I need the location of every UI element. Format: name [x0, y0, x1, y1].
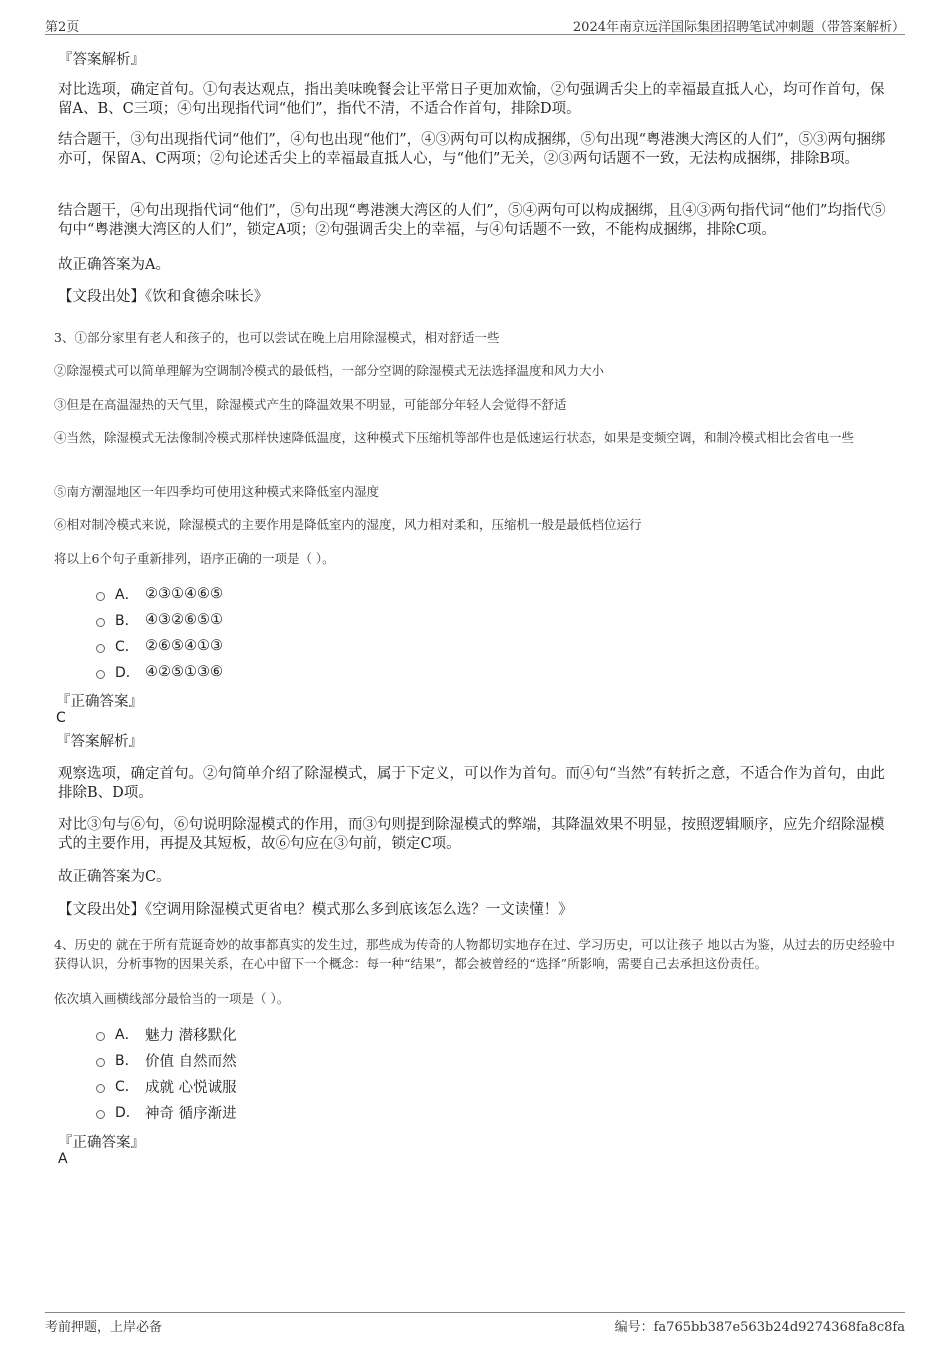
q4-option-a[interactable] [96, 1024, 237, 1044]
q2-analysis-label: 『答案解析』 [58, 52, 145, 68]
page-number: 第2页 [45, 20, 80, 35]
q2-analysis-paragraph-3: 结合题干，④句出现指代词“他们”，⑤句出现“粤港澳大湾区的人们”，⑤④两句可以构成捆绑，且④③两句指代词“他们”均指代⑤句中“粤港澳大湾区的人们”，锁定A项；②句强调舌尖上的幸福，与④句话题不一致，不能构成捆绑，排除C项。 [58, 203, 886, 238]
q3-source: 【文段出处】《空调用除湿模式更省电？模式那么多到底该怎么选？一文读懂！》 [58, 902, 573, 918]
q3-analysis-paragraph-2: 对比③句与⑥句，⑥句说明除湿模式的作用，而③句则提到除湿模式的弊端，其降温效果不明显，按照逻辑顺序，应先介绍除湿模式的主要作用，再提及其短板，故⑥句应在③句前，锁定C项。 [58, 817, 885, 852]
option-text: 神奇 循序渐进 [145, 1105, 237, 1122]
q3-sentence-3: ③但是在高温湿热的天气里，除湿模式产生的降温效果不明显，可能部分年轻人会觉得不舒适 [54, 397, 567, 412]
option-text: 价值 自然而然 [145, 1053, 237, 1070]
q4-prompt: 依次填入画横线部分最恰当的一项是（ ）。 [54, 991, 290, 1006]
q3-option-a[interactable] [96, 584, 223, 604]
q3-sentence-5: ⑤南方潮湿地区一年四季均可使用这种模式来降低室内湿度 [54, 484, 380, 499]
q3-sentence-2: ②除湿模式可以简单理解为空调制冷模式的最低档，一部分空调的除湿模式无法选择温度和风力大小 [54, 363, 605, 378]
option-text: ②③①④⑥⑤ [145, 586, 223, 602]
radio-icon[interactable] [96, 644, 105, 653]
option-letter: D． [115, 1105, 140, 1121]
q3-analysis-conclusion: 故正确答案为C。 [58, 869, 171, 885]
q3-prompt: 将以上6个句子重新排列，语序正确的一项是（ ）。 [54, 551, 335, 566]
q3-analysis-paragraph-1: 观察选项，确定首句。②句简单介绍了除湿模式，属于下定义，可以作为首句。而④句“当然”有转折之意，不适合作为首句，由此排除B、D项。 [58, 766, 885, 801]
q4-stem: 4、历史的 就在于所有荒诞奇妙的故事都真实的发生过，那些成为传奇的人物都切实地存在过、学习历史，可以让孩子 地以古为鉴，从过去的历史经验中获得认识，分析事物的因果关系，在心中留下一个概念：每一种“结果”，都会被曾经的“选择”所影响，需要自己去承担这份责任。 [54, 937, 895, 971]
radio-icon[interactable] [96, 1058, 105, 1067]
q3-option-c[interactable] [96, 636, 223, 656]
q3-sentence-1: 3、①部分家里有老人和孩子的，也可以尝试在晚上启用除湿模式，相对舒适一些 [54, 330, 500, 345]
document-id: 编号：fa765bb387e563b24d9274368fa8c8fa [614, 1320, 905, 1335]
q4-option-b[interactable] [96, 1050, 237, 1070]
q4-option-c[interactable] [96, 1076, 237, 1096]
q3-sentence-4: ④当然，除湿模式无法像制冷模式那样快速降低温度，这种模式下压缩机等部件也是低速运行状态，如果是变频空调，和制冷模式相比会省电一些 [54, 430, 855, 445]
q2-analysis-conclusion: 故正确答案为A。 [58, 257, 170, 273]
page-header [45, 14, 905, 35]
option-letter: B． [115, 613, 139, 629]
radio-icon[interactable] [96, 1032, 105, 1041]
q2-analysis-paragraph-1: 对比选项，确定首句。①句表达观点，指出美味晚餐会让平常日子更加欢愉，②句强调舌尖上的幸福最直抵人心，均可作首句，保留A、B、C三项；④句出现指代词“他们”，指代不清，不适合作首句，排除D项。 [58, 82, 885, 117]
option-letter: C． [115, 1079, 139, 1095]
q4-option-d[interactable] [96, 1102, 237, 1122]
q4-answer-label: 『正确答案』 [58, 1135, 145, 1151]
option-letter: D． [115, 665, 140, 681]
q3-analysis-label: 『答案解析』 [56, 734, 143, 750]
option-text: ④②⑤①③⑥ [145, 664, 223, 680]
option-letter: C． [115, 639, 139, 655]
q3-answer-label: 『正确答案』 [56, 694, 143, 710]
footer-slogan: 考前押题，上岸必备 [45, 1320, 163, 1335]
option-text: ②⑥⑤④①③ [145, 638, 223, 654]
option-letter: A． [115, 587, 139, 603]
q3-option-d[interactable] [96, 662, 223, 682]
page-footer [45, 1312, 905, 1333]
radio-icon[interactable] [96, 1110, 105, 1119]
q2-analysis-paragraph-2: 结合题干，③句出现指代词“他们”，④句也出现“他们”，④③两句可以构成捆绑，⑤句出现“粤港澳大湾区的人们”，⑤③两句捆绑亦可，保留A、C两项；②句论述舌尖上的幸福最直抵人心，与“他们”无关，②③两句话题不一致，无法构成捆绑，排除B项。 [58, 132, 886, 167]
q3-answer: C [56, 710, 66, 726]
document-title: 2024年南京远洋国际集团招聘笔试冲刺题（带答案解析） [572, 20, 905, 35]
option-text: ④③②⑥⑤① [145, 612, 223, 628]
radio-icon[interactable] [96, 592, 105, 601]
option-text: 魅力 潜移默化 [145, 1027, 237, 1044]
radio-icon[interactable] [96, 1084, 105, 1093]
q3-sentence-6: ⑥相对制冷模式来说，除湿模式的主要作用是降低室内的湿度，风力相对柔和，压缩机一般是最低档位运行 [54, 517, 642, 532]
radio-icon[interactable] [96, 670, 105, 679]
option-text: 成就 心悦诚服 [145, 1079, 237, 1096]
radio-icon[interactable] [96, 618, 105, 627]
option-letter: B． [115, 1053, 139, 1069]
q2-source: 【文段出处】《饮和食德余味长》 [58, 289, 269, 305]
option-letter: A． [115, 1027, 139, 1043]
q4-answer: A [58, 1151, 68, 1167]
q3-option-b[interactable] [96, 610, 223, 630]
